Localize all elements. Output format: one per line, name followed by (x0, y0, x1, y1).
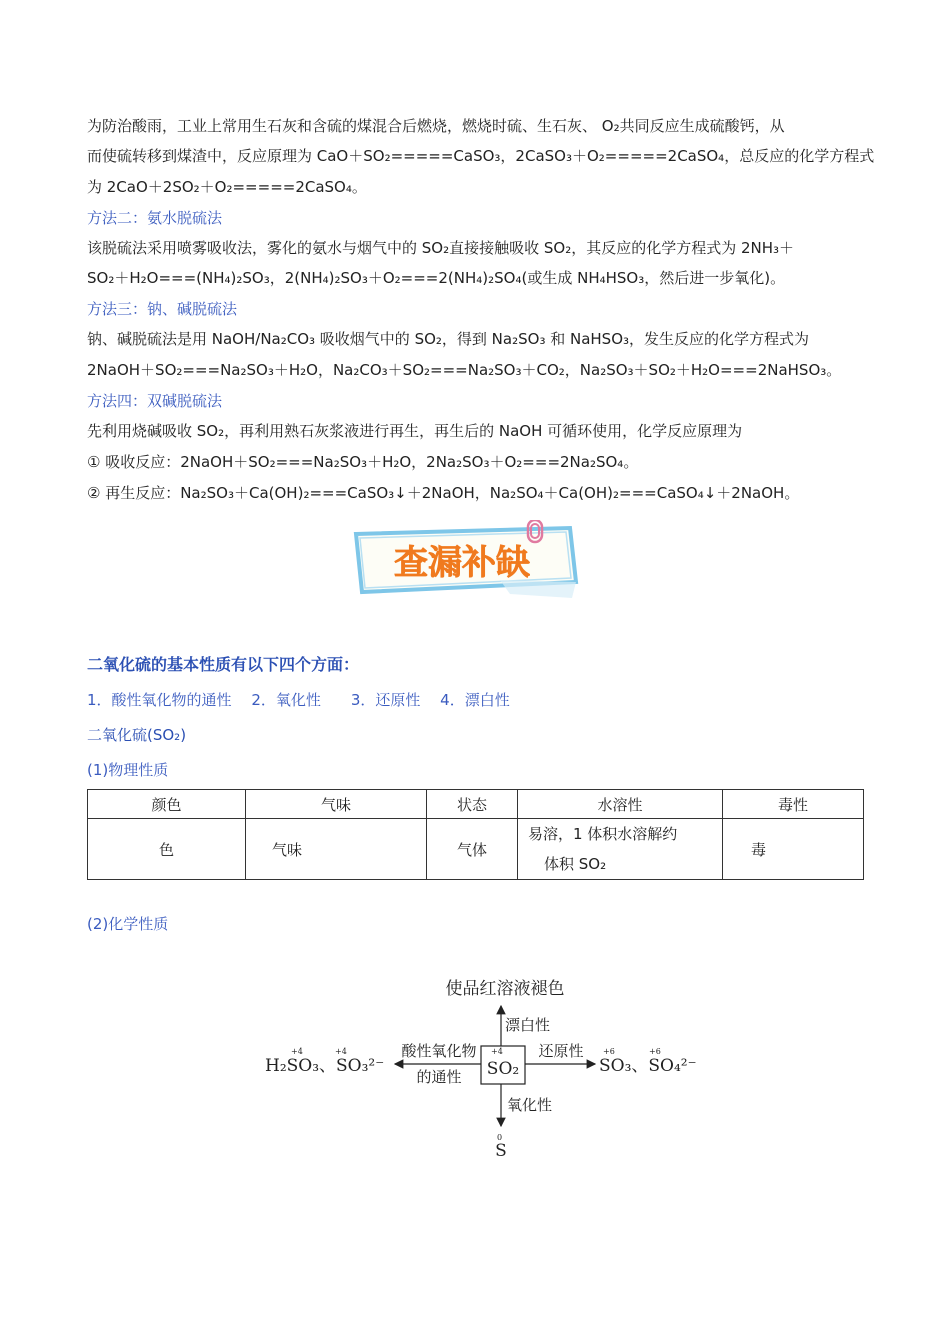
acidic-oxide-label: 酸性氧化物 (401, 1042, 477, 1060)
reducing-label: 还原性 (538, 1042, 584, 1060)
para1-line2: 而使硫转移到煤渣中，反应原理为 CaO＋SO₂=====CaSO₃，2CaSO₃＋O₂=====2CaSO₄，总反应的化学方程式 (87, 147, 875, 165)
oxidation-state-bottom: 0 (497, 1133, 503, 1142)
bleaching-label: 漂白性 (505, 1016, 551, 1034)
method3-line1: 钠、碱脱硫法是用 NaOH/Na₂CO₃ 吸收烟气中的 SO₂，得到 Na₂SO₃ 和 NaHSO₃，发生反应的化学方程式为 (87, 330, 810, 348)
properties-list: 1．酸性氧化物的通性 2．氧化性 3．还原性 4．漂白性 (87, 691, 510, 709)
section-heading: 二氧化硫的基本性质有以下四个方面： (87, 655, 360, 674)
para1-line3: 为 2CaO＋2SO₂＋O₂=====2CaSO₄。 (87, 178, 367, 196)
method4-title: 方法四：双碱脱硫法 (87, 392, 223, 410)
left-product: H₂SO₃、SO₃²⁻ (265, 1056, 385, 1076)
table-cell: 毒 (723, 819, 864, 880)
table-cell: 气味 (246, 819, 427, 880)
oxidation-state-right2: +6 (649, 1047, 661, 1056)
para1-line1: 为防治酸雨，工业上常用生石灰和含硫的煤混合后燃烧，燃烧时硫、生石灰、 O₂共同反应生成硫酸钙，从 (87, 117, 785, 135)
oxidation-state-left1: +4 (291, 1047, 303, 1056)
table-header-cell: 气味 (246, 790, 427, 819)
method4-line2: ① 吸收反应：2NaOH＋SO₂===Na₂SO₃＋H₂O，2Na₂SO₃＋O₂===2Na₂SO₄。 (87, 453, 639, 471)
so2-properties-diagram (255, 970, 705, 1170)
table-header-cell: 水溶性 (518, 790, 723, 819)
method2-line2: SO₂＋H₂O===(NH₄)₂SO₃，2(NH₄)₂SO₃＋O₂===2(NH₄)₂SO₄(或生成 NH₄HSO₃，然后进一步氧化)。 (87, 269, 786, 287)
method3-line2: 2NaOH＋SO₂===Na₂SO₃＋H₂O，Na₂CO₃＋SO₂===Na₂SO₃＋CO₂，Na₂SO₃＋SO₂＋H₂O===2NaHSO₃。 (87, 361, 842, 379)
method2-title: 方法二：氨水脱硫法 (87, 209, 223, 227)
table-row (88, 819, 864, 880)
method2-line1: 该脱硫法采用喷雾吸收法，雾化的氨水与烟气中的 SO₂直接接触吸收 SO₂，其反应的化学方程式为 2NH₃＋ (87, 239, 795, 257)
banner-text: 查漏补缺 (394, 543, 530, 583)
oxidation-state-center: +4 (491, 1047, 503, 1056)
table-header-cell: 颜色 (88, 790, 246, 819)
method3-title: 方法三：钠、碱脱硫法 (87, 300, 238, 318)
physical-properties-label: (1)物理性质 (87, 761, 169, 779)
bottom-product: S (495, 1141, 507, 1161)
solubility-line2: 体积 SO₂ (544, 855, 607, 873)
so2-center-label: SO₂ (486, 1059, 520, 1079)
oxidation-state-right1: +6 (603, 1047, 615, 1056)
method4-line1: 先利用烧碱吸收 SO₂，再利用熟石灰浆液进行再生，再生后的 NaOH 可循环使用，化学反应原理为 (87, 422, 743, 440)
table-header-cell: 状态 (427, 790, 518, 819)
acidic-oxide-label2: 的通性 (416, 1068, 462, 1086)
solubility-line1: 易溶，1 体积水溶解约 (528, 825, 678, 843)
method4-line3: ② 再生反应：Na₂SO₃＋Ca(OH)₂===CaSO₃↓＋2NaOH，Na₂SO₄＋Ca(OH)₂===CaSO₄↓＋2NaOH。 (87, 484, 800, 502)
oxidizing-label: 氧化性 (507, 1096, 553, 1114)
table-cell (518, 819, 723, 880)
banner-chalouquque (350, 520, 582, 598)
right-product: SO₃、SO₄²⁻ (599, 1056, 697, 1076)
physical-properties-table (87, 789, 864, 880)
diagram-top-label: 使品红溶液褪色 (445, 979, 565, 999)
table-cell: 气体 (427, 819, 518, 880)
table-cell: 色 (88, 819, 246, 880)
so2-subheading: 二氧化硫(SO₂) (87, 726, 187, 744)
chemical-properties-label: (2)化学性质 (87, 915, 169, 933)
table-header-row (88, 790, 864, 819)
table-header-cell: 毒性 (723, 790, 864, 819)
oxidation-state-left2: +4 (335, 1047, 347, 1056)
